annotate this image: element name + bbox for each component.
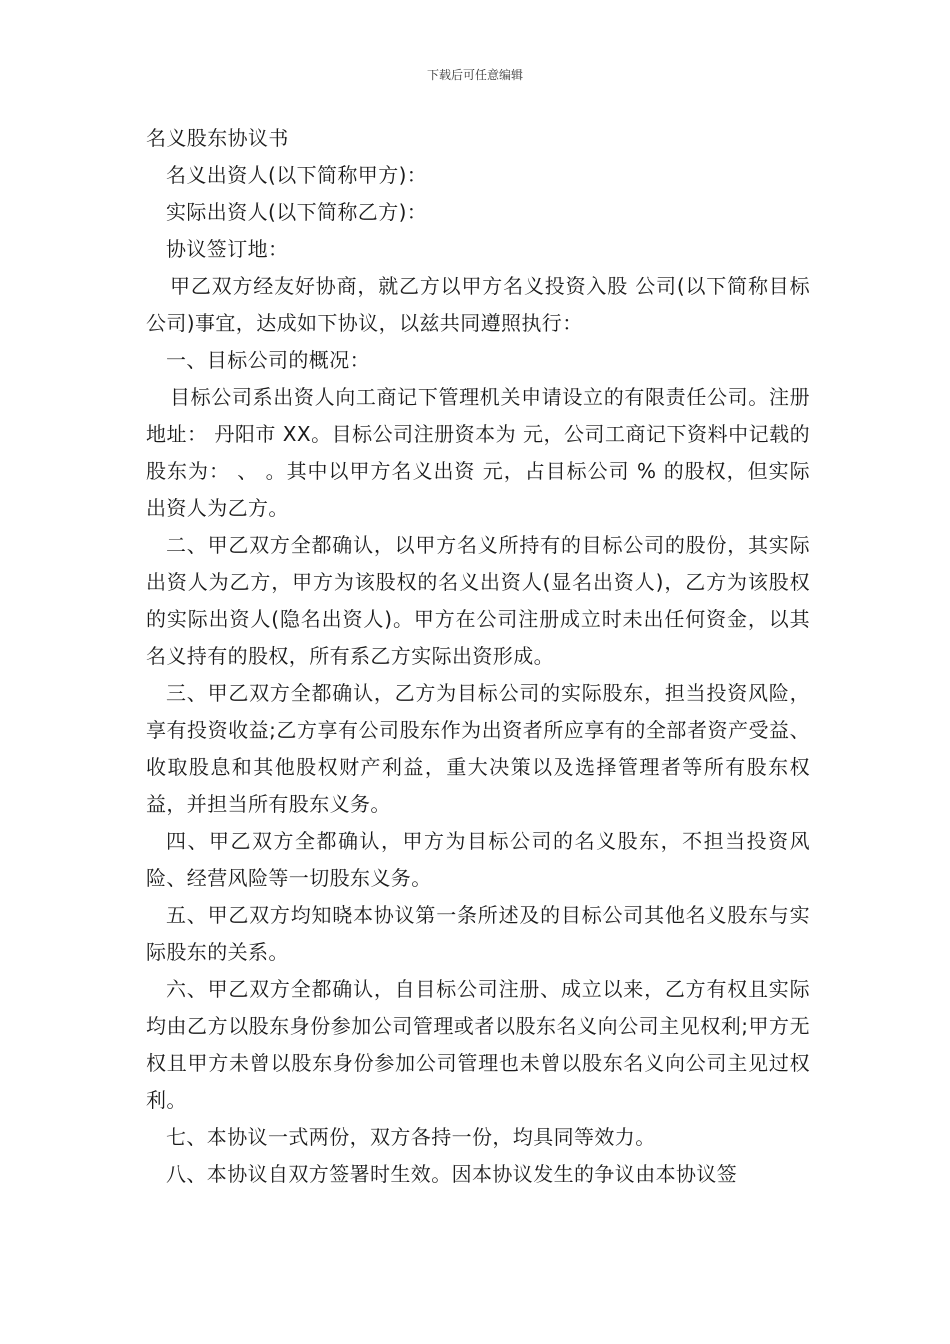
paragraph-clause-3: 三、甲乙双方全都确认，乙方为目标公司的实际股东，担当投资风险，享有投资收益;乙方享有公司股东作为出资者所应享有的全部者资产受益、收取股息和其他股权财产利益，重大决策以及选择管理者等所有股东权益，并担当所有股东义务。 bbox=[146, 681, 810, 816]
agreement-body bbox=[146, 120, 810, 1193]
document-title: 名义股东协议书 bbox=[146, 126, 289, 150]
paragraph-clause-2: 二、甲乙双方全都确认，以甲方名义所持有的目标公司的股份，其实际出资人为乙方，甲方为该股权的名义出资人(显名出资人)，乙方为该股权的实际出资人(隐名出资人)。甲方在公司注册成立时未出任何资金，以其名义持有的股权，所有系乙方实际出资形成。 bbox=[146, 533, 810, 668]
paragraph-clause-7: 七、本协议一式两份，双方各持一份，均具同等效力。 bbox=[166, 1125, 656, 1149]
header-note: 下载后可任意编辑 bbox=[426, 68, 523, 82]
paragraph-signing-place: 协议签订地： bbox=[166, 237, 289, 261]
paragraph-clause-8: 八、本协议自双方签署时生效。因本协议发生的争议由本协议签 bbox=[166, 1162, 738, 1186]
paragraph-clause-4: 四、甲乙双方全都确认，甲方为目标公司的名义股东，不担当投资风险、经营风险等一切股东义务。 bbox=[146, 829, 810, 890]
paragraph-section-1-heading: 一、目标公司的概况： bbox=[166, 348, 370, 372]
paragraph-preamble: 甲乙双方经友好协商，就乙方以甲方名义投资入股 公司(以下简称目标公司)事宜，达成如下协议，以兹共同遵照执行： bbox=[146, 274, 810, 335]
paragraph-actual-investor: 实际出资人(以下简称乙方)： bbox=[166, 200, 428, 224]
paragraph-clause-6: 六、甲乙双方全都确认，自目标公司注册、成立以来，乙方有权且实际均由乙方以股东身份参加公司管理或者以股东名义向公司主见权利;甲方无权且甲方未曾以股东身份参加公司管理也未曾以股东名义向公司主见过权利。 bbox=[146, 977, 810, 1112]
paragraph-nominal-investor: 名义出资人(以下简称甲方)： bbox=[166, 163, 428, 187]
paragraph-company-overview: 目标公司系出资人向工商记下管理机关申请设立的有限责任公司。注册地址： 丹阳市 XX。目标公司注册资本为 元，公司工商记下资料中记载的股东为： 、 。其中以甲方名义出资 元，占目标公司 % 的股权，但实际出资人为乙方。 bbox=[146, 385, 810, 520]
paragraph-clause-5: 五、甲乙双方均知晓本协议第一条所述及的目标公司其他名义股东与实际股东的关系。 bbox=[146, 903, 810, 964]
